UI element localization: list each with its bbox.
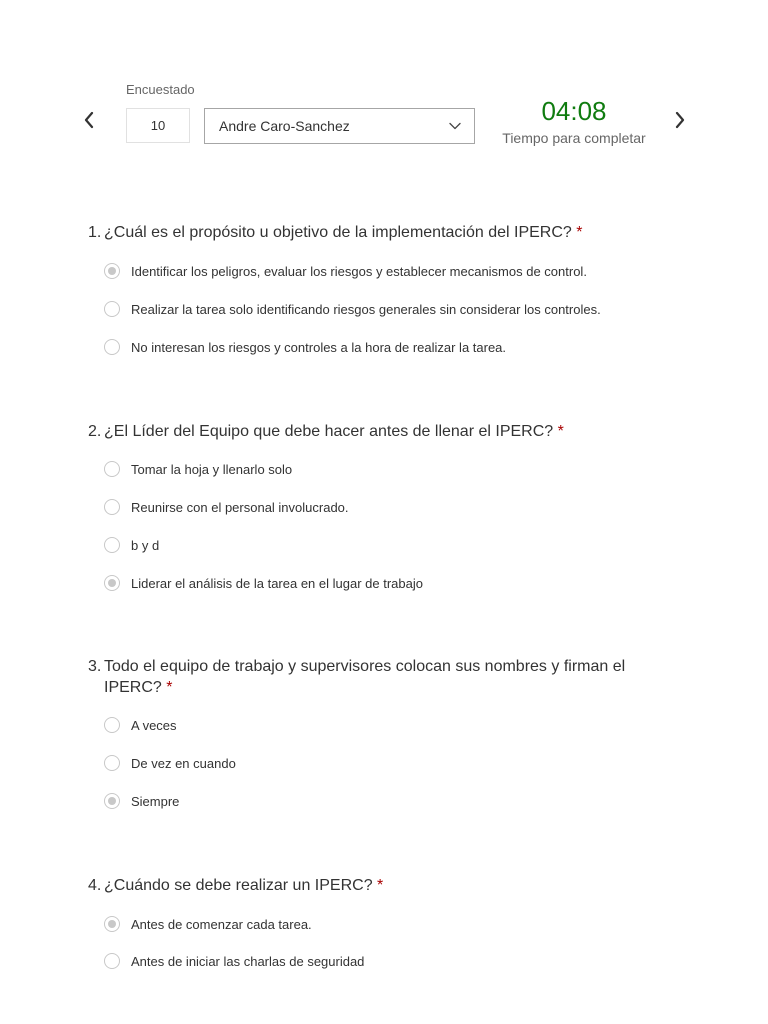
radio-selected-icon[interactable] [104, 793, 120, 809]
question-number: 3. [88, 658, 102, 675]
option-label: Antes de iniciar las charlas de seguridad [131, 953, 365, 969]
question-number: 1. [88, 224, 102, 241]
option-radio[interactable] [104, 950, 364, 972]
option-label: Siempre [131, 793, 180, 809]
option-label: No interesan los riesgos y controles a la hora de realizar la tarea. [131, 339, 507, 355]
option-label: Antes de comenzar cada tarea. [131, 916, 312, 932]
next-respondent-button[interactable] [668, 108, 692, 132]
timer-label: Tiempo para completar [502, 130, 646, 146]
countdown-timer: 04:08 [541, 96, 607, 126]
radio-icon[interactable] [104, 301, 120, 317]
option-radio[interactable] [104, 260, 587, 282]
option-radio[interactable] [104, 790, 179, 812]
respondent-name: Andre Caro-Sanchez [219, 118, 350, 134]
option-label: b y d [131, 537, 160, 553]
option-label: Reunirse con el personal involucrado. [131, 499, 349, 515]
option-radio[interactable] [104, 572, 423, 594]
chevron-left-icon [83, 111, 95, 129]
question-4 [88, 875, 688, 969]
radio-icon[interactable] [104, 755, 120, 771]
question-title [88, 421, 688, 442]
question-title [88, 875, 688, 896]
question-text: ¿El Líder del Equipo que debe hacer antes de llenar el IPERC? [104, 423, 554, 440]
option-label: De vez en cuando [131, 755, 236, 771]
question-title [88, 222, 688, 243]
question-number: 4. [88, 877, 102, 894]
respondent-label: Encuestado [126, 82, 195, 97]
option-radio[interactable] [104, 752, 236, 774]
question-2 [88, 421, 688, 591]
option-label: Tomar la hoja y llenarlo solo [131, 461, 293, 477]
respondent-number-input[interactable]: 10 [126, 108, 190, 143]
option-radio[interactable] [104, 534, 159, 556]
question-3 [88, 656, 648, 809]
option-label: A veces [131, 717, 177, 733]
radio-icon[interactable] [104, 953, 120, 969]
radio-icon[interactable] [104, 499, 120, 515]
question-1 [88, 222, 688, 355]
option-label: Liderar el análisis de la tarea en el lugar de trabajo [131, 575, 423, 591]
option-radio[interactable] [104, 298, 601, 320]
required-mark: * [377, 877, 384, 894]
option-radio[interactable] [104, 496, 349, 518]
respondent-header [0, 0, 768, 180]
required-mark: * [576, 224, 583, 241]
radio-icon[interactable] [104, 537, 120, 553]
chevron-right-icon [674, 111, 686, 129]
previous-respondent-button[interactable] [77, 108, 101, 132]
required-mark: * [557, 423, 564, 440]
radio-icon[interactable] [104, 461, 120, 477]
question-number: 2. [88, 423, 102, 440]
respondent-dropdown[interactable] [204, 108, 475, 144]
option-radio[interactable] [104, 913, 312, 935]
option-radio[interactable] [104, 714, 177, 736]
question-text: ¿Cuándo se debe realizar un IPERC? [104, 877, 373, 894]
question-title [88, 656, 648, 698]
option-radio[interactable] [104, 458, 292, 480]
option-radio[interactable] [104, 336, 506, 358]
question-text: ¿Cuál es el propósito u objetivo de la implementación del IPERC? [104, 224, 572, 241]
radio-icon[interactable] [104, 339, 120, 355]
required-mark: * [166, 679, 173, 696]
radio-icon[interactable] [104, 717, 120, 733]
radio-selected-icon[interactable] [104, 575, 120, 591]
option-label: Realizar la tarea solo identificando riesgos generales sin considerar los controles. [131, 301, 601, 317]
chevron-down-icon [448, 119, 462, 133]
radio-selected-icon[interactable] [104, 916, 120, 932]
option-label: Identificar los peligros, evaluar los riesgos y establecer mecanismos de control. [131, 263, 587, 279]
radio-selected-icon[interactable] [104, 263, 120, 279]
question-text: Todo el equipo de trabajo y supervisores colocan sus nombres y firman el IPERC? [104, 658, 626, 696]
